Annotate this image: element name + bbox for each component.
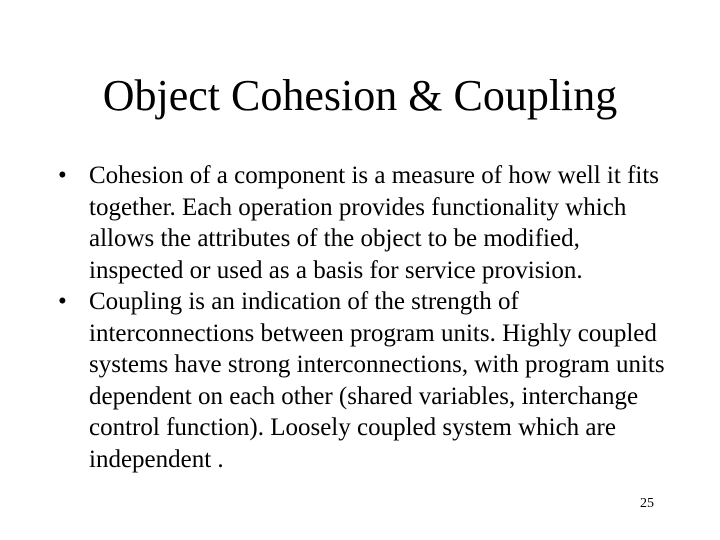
- slide-title: Object Cohesion & Coupling: [102, 71, 618, 120]
- bullet-item-coupling: [54, 286, 670, 475]
- bullet-text-coupling: Coupling is an indication of the strength of interconnections between program units. Highly coupled systems have strong interconnections, with program units dependent on each other (shared variables, interchange control function). Loosely coupled system which are independent .: [89, 288, 665, 473]
- bullet-marker: •: [58, 162, 67, 189]
- bullet-text-cohesion: Cohesion of a component is a measure of how well it fits together. Each operation provides functionality which allows the attributes of the object to be modified, inspected or used as a basis for service provision.: [89, 162, 660, 284]
- bullet-item-cohesion: [54, 160, 670, 286]
- bullet-list: [54, 160, 670, 475]
- bullet-marker: •: [58, 288, 67, 315]
- page-number: 25: [640, 496, 654, 511]
